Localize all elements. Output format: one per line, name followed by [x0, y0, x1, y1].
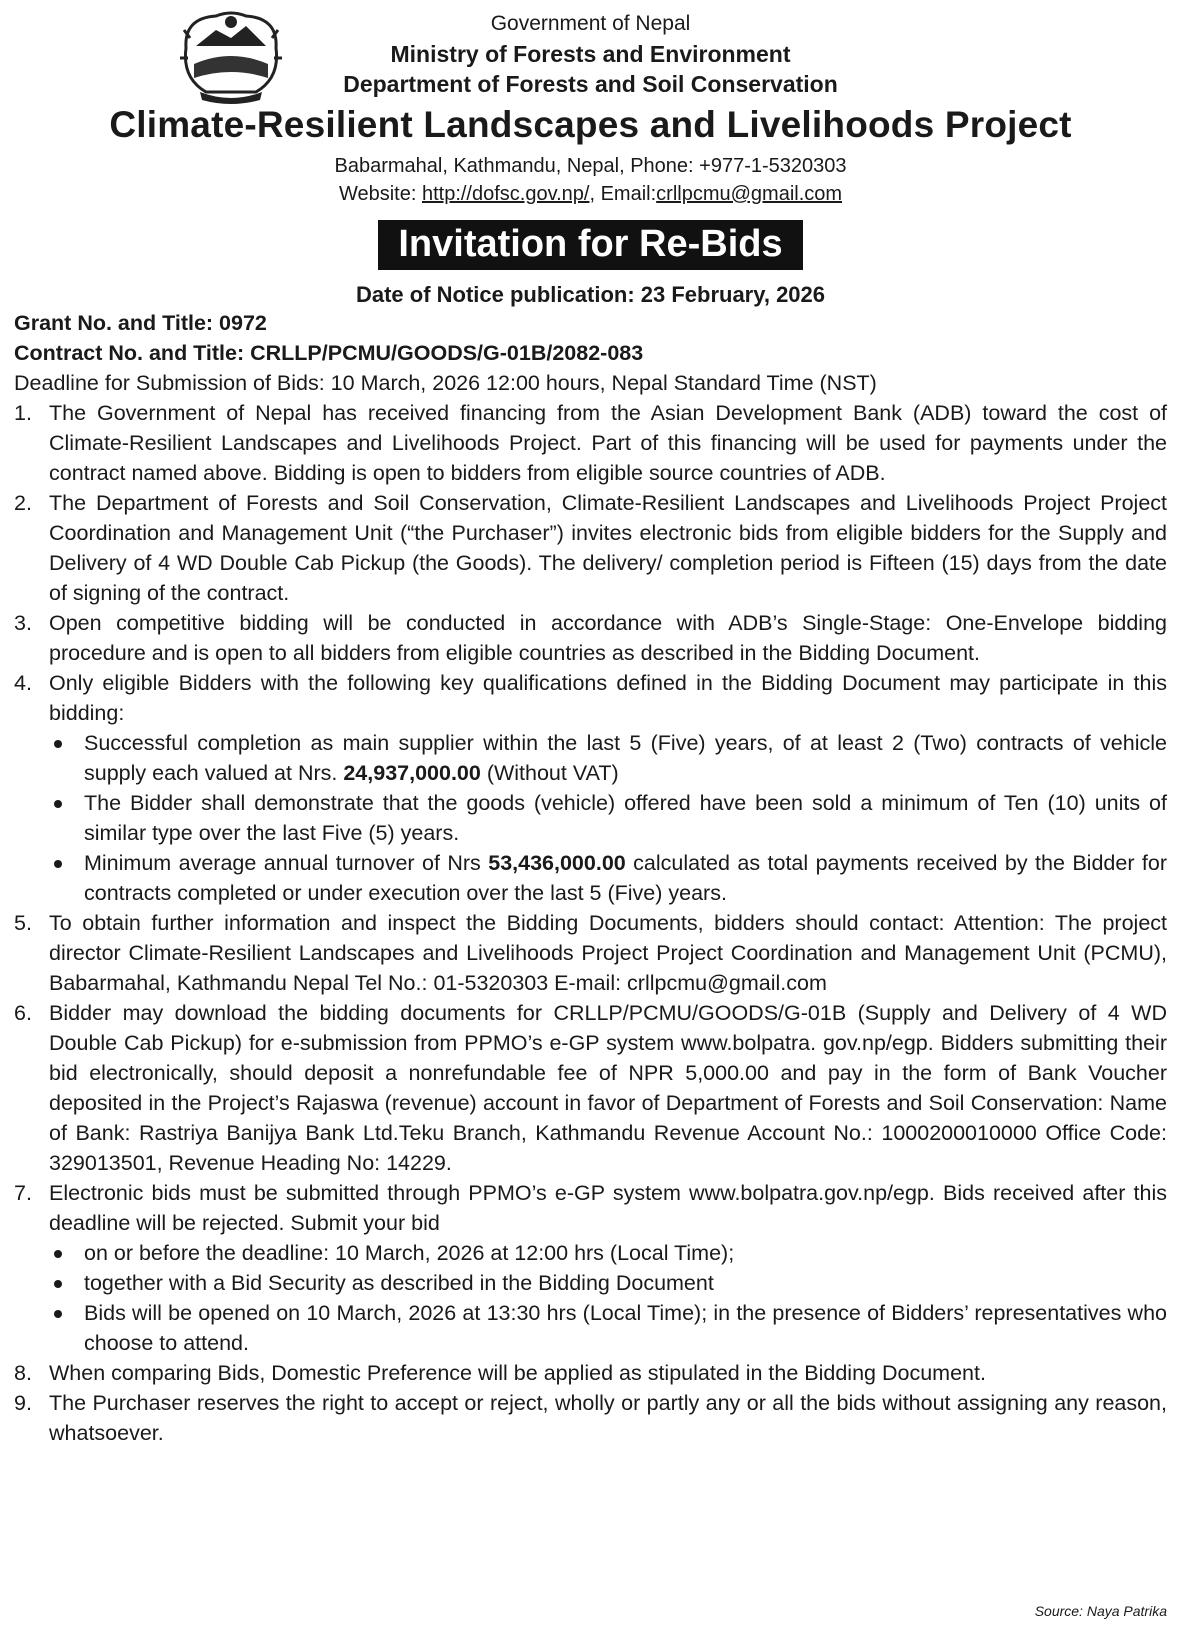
- bullet-icon: [54, 1310, 62, 1318]
- qualification-item: The Bidder shall demonstrate that the goods (vehicle) offered have been sold a minimum of Ten (10) units of similar type over the last Five (5) years.: [49, 788, 1167, 848]
- source-credit: Source: Naya Patrika: [1034, 1603, 1167, 1619]
- clause-list: [14, 398, 1167, 1448]
- grant-line: Grant No. and Title: 0972: [14, 311, 267, 335]
- clause-number: 8.: [14, 1361, 32, 1385]
- clause-item: [14, 1358, 1167, 1388]
- notice-banner: [0, 220, 1181, 270]
- submission-item: Bids will be opened on 10 March, 2026 at 13:30 hrs (Local Time); in the presence of Bidders’ representatives who choose to attend.: [49, 1298, 1167, 1358]
- deadline-line: Deadline for Submission of Bids: 10 March, 2026 12:00 hours, Nepal Standard Time (NST): [14, 371, 877, 395]
- government-name: Government of Nepal: [490, 12, 691, 35]
- clause-item: [14, 998, 1167, 1178]
- clause-text: Electronic bids must be submitted through PPMO’s e-GP system www.bolpatra.gov.np/egp. Bids received after this deadline will be rejected. Submit your bid: [49, 1181, 1167, 1235]
- project-address: Babarmahal, Kathmandu, Nepal, Phone: +977-1-5320303: [334, 155, 847, 177]
- qualification-item: Minimum average annual turnover of Nrs 53,436,000.00 calculated as total payments received by the Bidder for contracts completed or under execution over the last 5 (Five) years.: [49, 848, 1167, 908]
- qualification-item: Successful completion as main supplier within the last 5 (Five) years, of at least 2 (Two) contracts of vehicle supply each valued at Nrs. 24,937,000.00 (Without VAT): [49, 728, 1167, 788]
- email-link[interactable]: crllpcmu@gmail.com: [656, 183, 843, 205]
- clause-number: 9.: [14, 1391, 32, 1415]
- clause-item: [14, 1178, 1167, 1358]
- clause-text: Only eligible Bidders with the following key qualifications defined in the Bidding Document may participate in this bidding:: [49, 671, 1167, 725]
- clause-number: 1.: [14, 401, 32, 425]
- clause-number: 7.: [14, 1181, 32, 1205]
- clause-text: The Department of Forests and Soil Conservation, Climate-Resilient Landscapes and Livelihoods Project Project Coordination and Management Unit (“the Purchaser”) invites electronic bids from eligible bidders for the Supply and Delivery of 4 WD Double Cab Pickup (the Goods). The delivery/ completion period is Fifteen (15) days from the date of signing of the contract.: [49, 491, 1167, 605]
- clause-text: The Purchaser reserves the right to accept or reject, wholly or partly any or all the bids without assigning any reason, whatsoever.: [49, 1391, 1167, 1445]
- department-name: Department of Forests and Soil Conservation: [343, 71, 838, 97]
- bullet-icon: [54, 740, 62, 748]
- bullet-icon: [54, 1250, 62, 1258]
- clause-item: [14, 668, 1167, 908]
- clause-item: [14, 608, 1167, 668]
- turnover-value: 53,436,000.00: [488, 851, 626, 875]
- clause-number: 3.: [14, 611, 32, 635]
- clause-item: [14, 398, 1167, 488]
- clause-number: 4.: [14, 671, 32, 695]
- ministry-name: Ministry of Forests and Environment: [390, 41, 791, 67]
- contract-value: 24,937,000.00: [343, 761, 481, 785]
- contract-line: Contract No. and Title: CRLLP/PCMU/GOODS/G-01B/2082-083: [14, 341, 644, 365]
- clause-number: 2.: [14, 491, 32, 515]
- clause-item: [14, 908, 1167, 998]
- notice-title: Invitation for Re-Bids: [378, 220, 802, 270]
- website-link[interactable]: http://dofsc.gov.np/: [421, 183, 590, 205]
- clause-text: Open competitive bidding will be conducted in accordance with ADB’s Single-Stage: One-Envelope bidding procedure and is open to all bidders from eligible countries as described in the Bidding Document.: [49, 611, 1167, 665]
- clause-number: 5.: [14, 911, 32, 935]
- submission-item: together with a Bid Security as described in the Bidding Document: [49, 1268, 1167, 1298]
- email-label: , Email:: [589, 183, 657, 205]
- contact-line: [0, 183, 1181, 206]
- website-label: Website:: [338, 183, 422, 205]
- clause-text: When comparing Bids, Domestic Preference will be applied as stipulated in the Bidding Document.: [49, 1361, 986, 1385]
- clause-text: To obtain further information and inspect the Bidding Documents, bidders should contact: Attention: The project director Climate-Resilient Landscapes and Livelihoods Project Project Coordination and Management Unit (PCMU), Babarmahal, Kathmandu Nepal Tel No.: 01-5320303 E-mail: crllpcmu@gmail.com: [49, 911, 1167, 995]
- submission-list: [49, 1238, 1167, 1358]
- qualification-list: [49, 728, 1167, 908]
- bullet-icon: [54, 800, 62, 808]
- notice-body: [14, 308, 1167, 1448]
- bullet-icon: [54, 1280, 62, 1288]
- submission-item: on or before the deadline: 10 March, 2026 at 12:00 hrs (Local Time);: [49, 1238, 1167, 1268]
- clause-item: [14, 1388, 1167, 1448]
- project-title: Climate-Resilient Landscapes and Livelihoods Project: [109, 104, 1072, 145]
- clause-text: The Government of Nepal has received financing from the Asian Development Bank (ADB) toward the cost of Climate-Resilient Landscapes and Livelihoods Project. Part of this financing will be used for payments under the contract named above. Bidding is open to bidders from eligible source countries of ADB.: [49, 401, 1167, 485]
- clause-text: Bidder may download the bidding documents for CRLLP/PCMU/GOODS/G-01B (Supply and Delivery of 4 WD Double Cab Pickup) for e-submission from PPMO’s e-GP system www.bolpatra. gov.np/egp. Bidders submitting their bid electronically, should deposit a nonrefundable fee of NPR 5,000.00 and pay in the form of Bank Voucher deposited in the Project’s Rajaswa (revenue) account in favor of Department of Forests and Soil Conservation: Name of Bank: Rastriya Banijya Bank Ltd.Teku Branch, Kathmandu Revenue Account No.: 1000200010000 Office Code: 329013501, Revenue Heading No: 14229.: [49, 1001, 1167, 1175]
- clause-item: [14, 488, 1167, 608]
- publication-date: Date of Notice publication: 23 February, 2026: [355, 282, 826, 307]
- clause-number: 6.: [14, 1001, 32, 1025]
- bullet-icon: [54, 860, 62, 868]
